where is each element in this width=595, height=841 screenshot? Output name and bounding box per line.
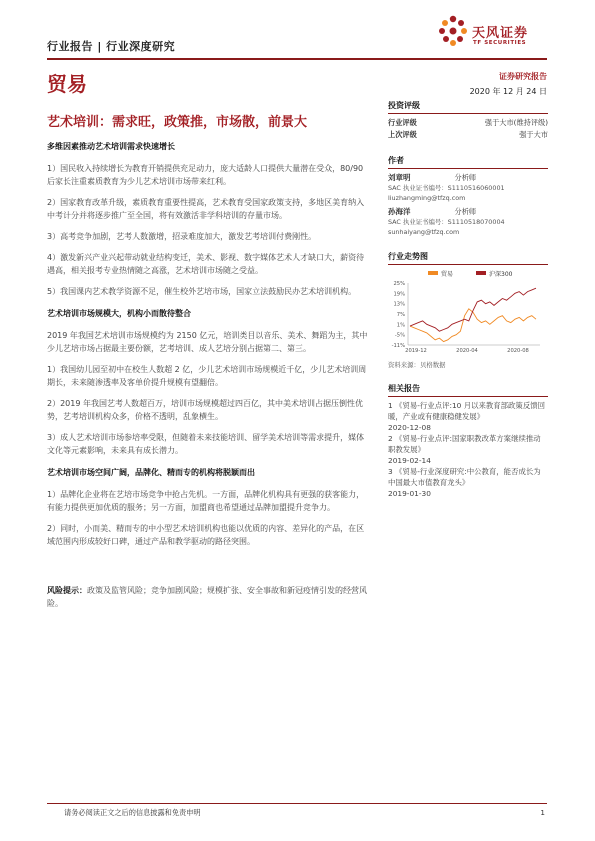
related-heading: 相关报告: [388, 383, 420, 393]
risk-label: 风险提示：: [47, 586, 87, 595]
paragraph: 1）我国幼儿园至初中在校生人数超 2 亿，少儿艺术培训市场规模近千亿，少儿艺术培训周期长，未来随渗透率及客单价提升规模有望翻倍。: [47, 365, 367, 387]
paragraph: 3）高考竞争加剧，艺考人数激增，招录难度加大，激发艺考培训付费刚性。: [47, 232, 317, 241]
y-tick-label: 1%: [396, 322, 405, 329]
author-heading: 作者: [388, 156, 404, 165]
related-report-date: 2019-02-14: [388, 455, 431, 465]
paragraph: 2019 年我国艺术培训市场规模约为 2150 亿元，培训类目以音乐、美术、舞蹈为主，其中少儿艺培市场占据最主要份额，艺考培训、成人艺培分别占据第二、第三。: [47, 331, 368, 353]
footer-disclaimer: 请务必阅读正文之后的信息披露和免责申明: [64, 808, 201, 817]
related-report-title[interactable]: 2 《贸易-行业点评:国家职教改革方案继续推动职教发展》: [388, 433, 541, 454]
related-report[interactable]: [388, 433, 548, 466]
rating-row: [388, 129, 548, 141]
footer-divider: [47, 803, 547, 804]
legend-swatch: [428, 271, 438, 275]
rating-row: [388, 117, 548, 129]
paragraph: 2）2019 年我国艺考人数超百万，培训市场规模超过四百亿，其中美术培训占据压倒性优势，艺考培训机构众多，价格不透明，乱象横生。: [47, 399, 363, 421]
author-name: 孙海洋: [388, 207, 411, 216]
section-heading: 艺术培训市场规模大，机构小而散待整合: [47, 309, 191, 318]
x-tick-label: 2020-04: [456, 348, 478, 354]
paragraph: 2）国家教育改革升级，素质教育重要性提高，艺术教育受国家政策支持，多地区美育纳入中考计分并将逐步推广至全国，将有效激活非学科培训的存量市场。: [47, 198, 365, 220]
brand-name: 天风证券: [472, 26, 529, 41]
related-report[interactable]: [388, 400, 548, 433]
report-kind: 证券研究报告: [499, 72, 547, 81]
rating-key: 行业评级: [388, 118, 417, 127]
y-tick-label: 13%: [393, 301, 405, 308]
x-tick-label: 2019-12: [405, 348, 427, 354]
paragraph: 1）国民收入持续增长为教育开销提供充足动力，庞大适龄人口提供大量潜在受众，80/90 后家长注重素质教育为少儿艺术培训市场带来红利。: [47, 164, 364, 186]
sidebar-divider: [388, 264, 548, 265]
paragraph: 2）同时，小而美、精而专的中小型艺术培训机构也能以优质的内容、差异化的产品，在区域范围内形成较好口碑，通过产品和教学驱动的路径突围。: [47, 524, 365, 546]
industry-title: 贸易: [47, 72, 87, 96]
series-line: [410, 288, 536, 331]
rating-heading: 投资评级: [388, 101, 420, 110]
related-report-date: 2019-01-30: [388, 488, 431, 498]
x-tick-label: 2020-08: [507, 348, 529, 354]
author-email[interactable]: liuzhangming@tfzq.com: [388, 193, 466, 202]
risk-text: 政策及监管风险；竞争加剧风险；规模扩张、安全事故和新冠疫情引发的经营风险。: [47, 586, 367, 608]
related-report-title[interactable]: 3 《贸易-行业深度研究:中公教育，能否成长为中国最大市值教育龙头》: [388, 466, 541, 487]
author-cert: SAC 执业证书编号：S1110518070004: [388, 218, 505, 226]
report-category: 行业报告 | 行业深度研究: [47, 40, 176, 53]
author-role: 分析师: [454, 207, 477, 216]
y-tick-label: -5%: [394, 332, 405, 339]
y-tick-label: 7%: [396, 312, 405, 318]
report-title: 艺术培训：需求旺，政策推，市场散，前景大: [47, 115, 308, 130]
risk-warning: [47, 584, 372, 610]
body-column: [47, 140, 372, 610]
chart-source: 资料来源：贝格数据: [388, 361, 446, 369]
y-tick-label: 25%: [393, 281, 405, 287]
brand-name-en: TF SECURITIES: [473, 40, 527, 46]
author-role: 分析师: [454, 173, 477, 182]
paragraph: 1）品牌化企业将在艺培市场竞争中抢占先机。一方面，品牌化机构具有更强的获客能力，有能力提供更加优质的服务；另一方面，加盟商也希望通过品牌加盟提升竞争力。: [47, 490, 365, 512]
author-name: 刘章明: [388, 173, 411, 182]
sidebar-divider: [388, 168, 548, 169]
related-report-title[interactable]: 1 《贸易-行业点评:10 月以来教育部政策反馈回暖，产业或有健康稳健发展》: [388, 400, 545, 421]
sidebar: [388, 100, 548, 499]
legend-swatch: [476, 271, 486, 275]
legend-label: 贸易: [441, 271, 454, 278]
related-report[interactable]: [388, 466, 548, 499]
author-card: [388, 206, 548, 237]
author-card: [388, 172, 548, 203]
author-cert: SAC 执业证书编号：S1110516060001: [388, 184, 505, 192]
author-email[interactable]: sunhaiyang@tfzq.com: [388, 227, 460, 236]
legend-label: 沪深300: [489, 271, 513, 278]
page-number: 1: [540, 808, 545, 817]
author-line: [388, 172, 548, 184]
paragraph: 5）我国课内艺术教学资源不足，催生校外艺培市场，国家立法鼓励民办艺术培训机构。: [47, 287, 357, 296]
y-tick-label: -11%: [391, 343, 405, 349]
section-heading: 多维因素推动艺术培训需求快速增长: [47, 142, 175, 151]
y-tick-label: 19%: [393, 291, 405, 298]
trend-chart: [388, 267, 548, 355]
report-date: 2020 年 12 月 24 日: [469, 87, 547, 96]
rating-value: 强于大市: [519, 130, 548, 139]
rating-key: 上次评级: [388, 130, 417, 139]
related-report-date: 2020-12-08: [388, 422, 431, 432]
paragraph: 3）成人艺术培训市场参培率受限，但随着未来技能培训、留学美术培训等需求提升，媒体文化等元素影响，未来具有成长潜力。: [47, 433, 365, 455]
section-heading: 艺术培训市场空间广阔，品牌化、精而专的机构将脱颖而出: [47, 468, 255, 477]
author-line: [388, 206, 548, 218]
paragraph: 4）激发新兴产业兴起带动就业结构变迁，美术、影视、数字媒体艺术人才缺口大，薪资待遇高，相关报考专业热情随之高涨，艺术培训市场随之受益。: [47, 253, 365, 275]
rating-value: 强于大市(维持评级): [484, 118, 548, 127]
trend-heading: 行业走势图: [388, 252, 428, 261]
sidebar-divider: [388, 113, 548, 114]
sidebar-divider: [388, 396, 548, 397]
tf-logo-icon: [436, 14, 470, 48]
header-divider: [47, 58, 547, 60]
